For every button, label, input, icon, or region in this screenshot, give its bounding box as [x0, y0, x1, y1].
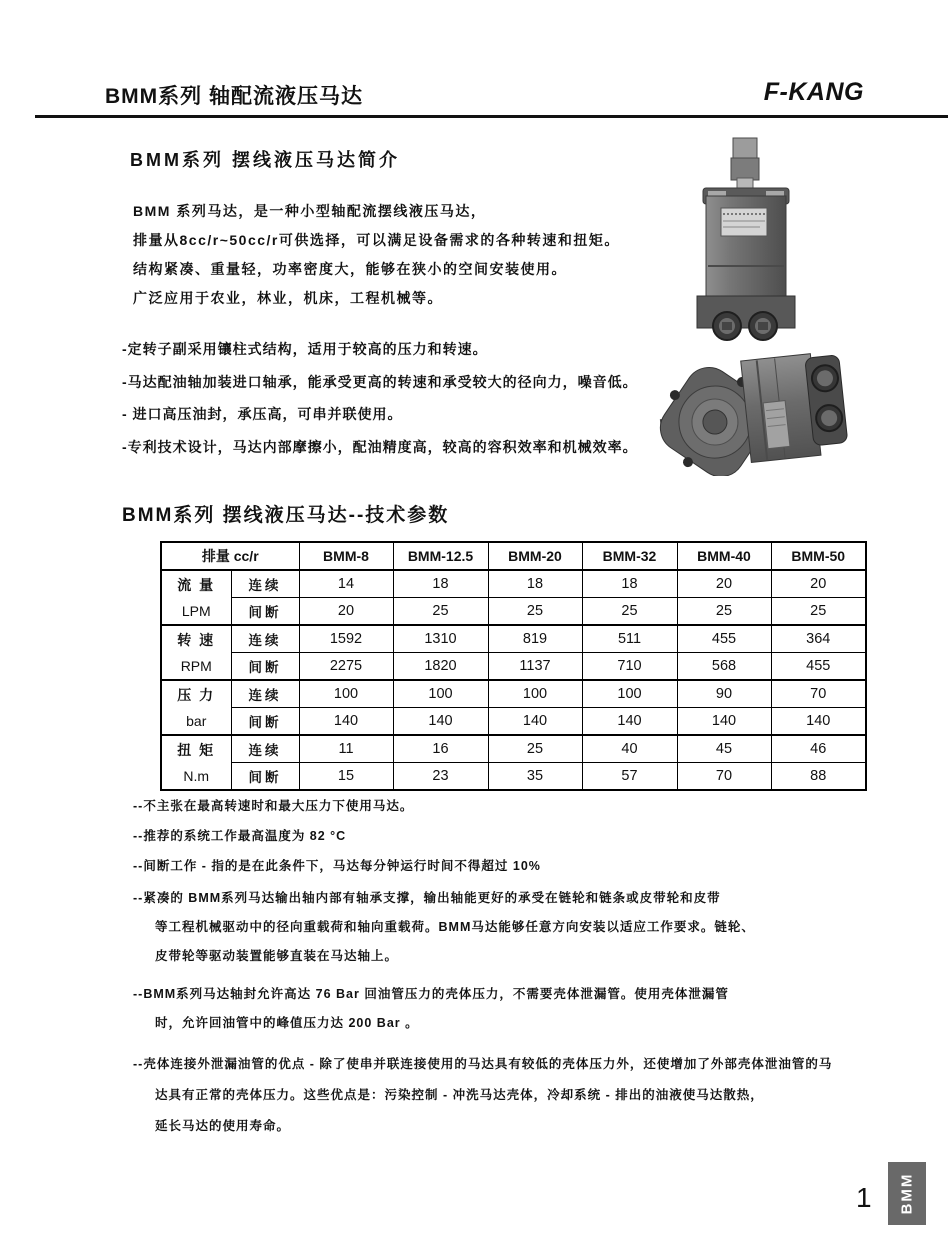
- note-line: 时，允许回油管中的峰值压力达 200 Bar 。: [155, 1016, 419, 1030]
- spec-value: 455: [771, 653, 866, 681]
- note-line: --推荐的系统工作最高温度为 82 °C: [133, 829, 347, 843]
- spec-value: 511: [582, 625, 677, 653]
- spec-value: 46: [771, 735, 866, 763]
- spec-value: 20: [299, 598, 393, 626]
- spec-value: 1137: [488, 653, 582, 681]
- table-row: [161, 708, 866, 736]
- param-unit: LPM: [181, 602, 211, 619]
- note-line: --间断工作 - 指的是在此条件下，马达每分钟运行时间不得超过 10%: [133, 859, 541, 873]
- param-name: 扭 矩: [177, 741, 216, 758]
- horizontal-motor-image: [658, 346, 848, 476]
- spec-value: 140: [771, 708, 866, 736]
- param-unit: RPM: [180, 657, 212, 674]
- feature-bullet: - 进口高压油封，承压高，可串并联使用。: [122, 406, 403, 422]
- note-line: 延长马达的使用寿命。: [155, 1119, 291, 1133]
- spec-value: 20: [771, 570, 866, 598]
- model-column-header: BMM-50: [771, 542, 866, 570]
- param-cell-flow: [161, 570, 231, 625]
- brand-logo: F-KANG: [763, 78, 864, 106]
- specs-section-title: BMM系列 摆线液压马达--技术参数: [122, 505, 450, 526]
- spec-value: 35: [488, 763, 582, 791]
- spec-value: 23: [393, 763, 488, 791]
- feature-bullet: -专利技术设计，马达内部摩擦小，配油精度高，较高的容积效率和机械效率。: [122, 438, 638, 455]
- intro-paragraph-line: 广泛应用于农业，林业，机床，工程机械等。: [133, 290, 443, 306]
- spec-value: 140: [393, 708, 488, 736]
- mode-label: 间断: [231, 708, 299, 736]
- spec-value: 25: [488, 598, 582, 626]
- mode-label: 连续: [231, 625, 299, 653]
- spec-value: 18: [582, 570, 677, 598]
- spec-value: 20: [677, 570, 771, 598]
- param-unit: bar: [186, 712, 207, 729]
- spec-value: 25: [488, 735, 582, 763]
- table-row: [161, 598, 866, 626]
- spec-value: 25: [393, 598, 488, 626]
- specs-table: [160, 541, 867, 791]
- note-item: [133, 980, 729, 1038]
- spec-value: 1820: [393, 653, 488, 681]
- spec-value: 25: [771, 598, 866, 626]
- mode-label: 连续: [231, 680, 299, 708]
- param-cell-speed: [161, 625, 231, 680]
- table-row: [161, 625, 866, 653]
- intro-paragraph-line: 排量从8cc/r~50cc/r可供选择，可以满足设备需求的各种转速和扭矩。: [133, 232, 620, 248]
- spec-value: 140: [582, 708, 677, 736]
- table-row: [161, 653, 866, 681]
- param-name: 流 量: [177, 576, 216, 593]
- table-row: [161, 763, 866, 791]
- spec-value: 57: [582, 763, 677, 791]
- spec-value: 710: [582, 653, 677, 681]
- note-line: 皮带轮等驱动装置能够直装在马达轴上。: [155, 949, 399, 963]
- spec-value: 15: [299, 763, 393, 791]
- spec-value: 70: [677, 763, 771, 791]
- page-number: 1: [856, 1182, 872, 1213]
- note-line: 等工程机械驱动中的径向重载荷和轴向重载荷。BMM马达能够任意方向安装以适应工作要求。链轮、: [155, 920, 755, 934]
- spec-value: 100: [299, 680, 393, 708]
- header-rule: [35, 115, 948, 118]
- spec-value: 1310: [393, 625, 488, 653]
- spec-value: 100: [488, 680, 582, 708]
- mode-label: 间断: [231, 653, 299, 681]
- spec-value: 455: [677, 625, 771, 653]
- spec-value: 1592: [299, 625, 393, 653]
- spec-value: 16: [393, 735, 488, 763]
- model-column-header: BMM-32: [582, 542, 677, 570]
- note-item: [133, 792, 413, 821]
- table-row: [161, 735, 866, 763]
- spec-value: 568: [677, 653, 771, 681]
- table-row: [161, 680, 866, 708]
- model-column-header: BMM-40: [677, 542, 771, 570]
- intro-section-title: BMM系列 摆线液压马达简介: [130, 150, 400, 170]
- feature-bullet: -定转子副采用镶柱式结构，适用于较高的压力和转速。: [122, 341, 488, 357]
- note-line: 达具有正常的壳体压力。这些优点是：污染控制 - 冲洗马达壳体，冷却系统 - 排出的油液使马达散热，: [155, 1088, 764, 1102]
- param-cell-torque: [161, 735, 231, 790]
- feature-bullet-list: [122, 333, 638, 463]
- model-column-header: BMM-8: [299, 542, 393, 570]
- param-name: 转 速: [177, 631, 216, 648]
- param-unit: N.m: [183, 767, 210, 784]
- spec-value: 364: [771, 625, 866, 653]
- mode-label: 间断: [231, 598, 299, 626]
- mode-label: 连续: [231, 735, 299, 763]
- param-name: 压 力: [177, 686, 216, 703]
- spec-value: 2275: [299, 653, 393, 681]
- note-line: --不主张在最高转速时和最大压力下使用马达。: [133, 799, 414, 813]
- section-tab: [888, 1162, 926, 1225]
- note-item: [133, 852, 541, 881]
- spec-value: 45: [677, 735, 771, 763]
- spec-value: 11: [299, 735, 393, 763]
- table-header-row: [161, 542, 866, 570]
- spec-value: 100: [582, 680, 677, 708]
- spec-value: 18: [393, 570, 488, 598]
- intro-paragraph: [133, 197, 620, 313]
- spec-value: 14: [299, 570, 393, 598]
- param-cell-pressure: [161, 680, 231, 735]
- model-column-header: BMM-20: [488, 542, 582, 570]
- mode-label: 间断: [231, 763, 299, 791]
- note-line: --壳体连接外泄漏油管的优点 - 除了使串并联连接使用的马达具有较低的壳体压力外，还使增加了外部壳体泄油管的马: [133, 1057, 833, 1071]
- spec-value: 819: [488, 625, 582, 653]
- mode-label: 连续: [231, 570, 299, 598]
- spec-value: 90: [677, 680, 771, 708]
- table-corner-header: 排量 cc/r: [161, 542, 299, 570]
- section-tab-label: BMM: [898, 1172, 916, 1215]
- feature-bullet: -马达配油轴加装进口轴承，能承受更高的转速和承受较大的径向力，噪音低。: [122, 373, 638, 390]
- note-item: [133, 1049, 832, 1142]
- spec-value: 88: [771, 763, 866, 791]
- spec-value: 40: [582, 735, 677, 763]
- intro-paragraph-line: 结构紧凑、重量轻，功率密度大，能够在狭小的空间安装使用。: [133, 261, 567, 277]
- spec-value: 18: [488, 570, 582, 598]
- page-title: BMM系列 轴配流液压马达: [105, 85, 363, 108]
- spec-value: 25: [582, 598, 677, 626]
- spec-value: 70: [771, 680, 866, 708]
- note-line: --紧凑的 BMM系列马达输出轴内部有轴承支撑，输出轴能更好的承受在链轮和链条或皮带轮和皮带: [133, 891, 721, 905]
- spec-value: 140: [299, 708, 393, 736]
- intro-paragraph-line: BMM 系列马达，是一种小型轴配流摆线液压马达，: [133, 203, 487, 219]
- spec-value: 140: [488, 708, 582, 736]
- model-column-header: BMM-12.5: [393, 542, 488, 570]
- table-row: [161, 570, 866, 598]
- spec-value: 140: [677, 708, 771, 736]
- spec-value: 100: [393, 680, 488, 708]
- note-item: [133, 884, 755, 971]
- vertical-motor-image: [690, 136, 802, 348]
- spec-value: 25: [677, 598, 771, 626]
- note-line: --BMM系列马达轴封允许高达 76 Bar 回油管压力的壳体压力，不需要壳体泄漏管。使用壳体泄漏管: [133, 987, 729, 1001]
- note-item: [133, 822, 346, 851]
